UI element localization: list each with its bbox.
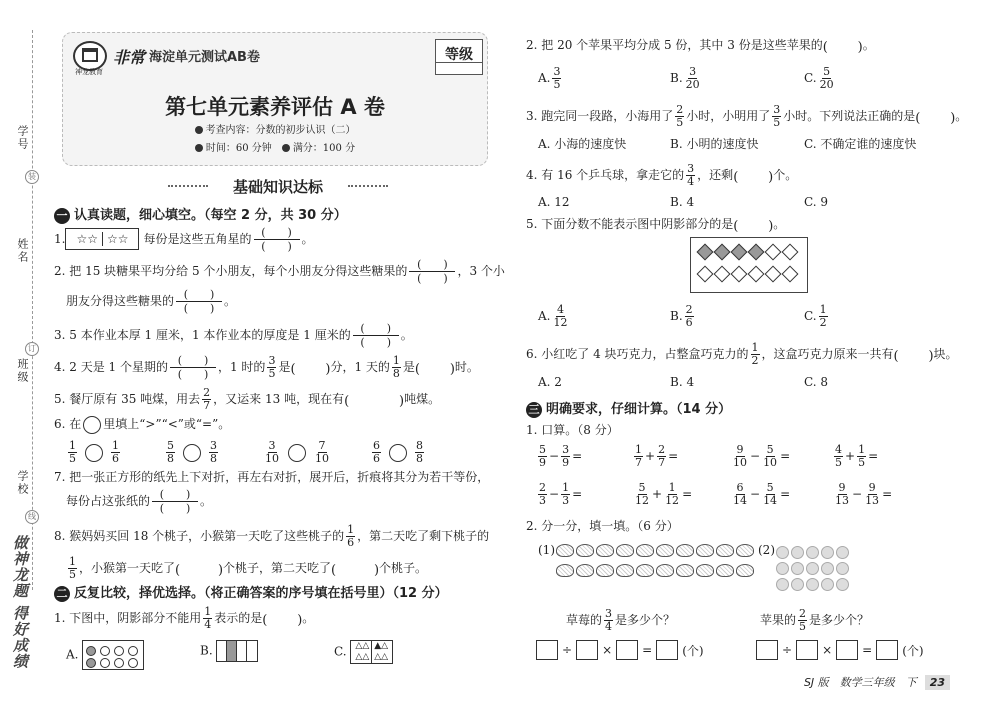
exam-content: 考查内容：分数的初步认识（二） <box>63 121 487 136</box>
question-1-5: 5. 餐厅原有 35 吨煤，用去 $\frac{2}{7}$ ，又运来 13 吨，现在有( ) 吨煤。 <box>54 387 440 412</box>
question-1-6: 6. 在 里填上“>”“<”或“=”。 <box>54 414 230 434</box>
compare-circle-input[interactable] <box>85 444 103 462</box>
question-2-6: 6. 小红吃了 4 块巧克力，占整盒巧克力的 $\frac{1}{2}$ ，这盒巧克力原来一共有( ) 块。 <box>526 342 958 367</box>
name-label: 姓名 <box>16 238 29 264</box>
option-2-5-a[interactable]: A. $\frac{4}{12}$ <box>538 303 568 329</box>
series-name: 海淀单元测试AB卷 <box>149 50 260 65</box>
answer-box[interactable] <box>656 640 678 660</box>
problem-1-question: 草莓的 $\frac{3}{4}$ 是多少个？ <box>566 607 676 633</box>
answer-fraction-blank[interactable]: ( ) ( ) <box>353 322 399 349</box>
calc-2-2: $\frac{5}{12}$ + $\frac{1}{12}$ = <box>635 481 693 507</box>
option-2-2-a[interactable]: A. $\frac{3}{5}$ <box>538 65 561 91</box>
question-1-1: 1. ☆☆ ☆☆ 每份是这些五角星的 ( ) ( ) 。 <box>54 226 314 253</box>
exam-meta: 时间：60 分钟 满分：100 分 <box>63 139 487 154</box>
answer-box[interactable] <box>576 640 598 660</box>
strawberry-icon <box>556 564 574 577</box>
strawberry-icon <box>636 544 654 557</box>
option-2-4-a[interactable]: A. 12 <box>538 195 570 209</box>
apple-icon <box>806 578 819 591</box>
apple-icon <box>776 546 789 559</box>
answer-blank[interactable] <box>733 215 773 235</box>
answer-box[interactable] <box>796 640 818 660</box>
question-1-7: 7. 把一张正方形的纸先上下对折，再左右对折，展开后，折痕将其分为若干等份， <box>54 470 490 484</box>
apples-row <box>776 578 849 591</box>
answer-blank[interactable] <box>915 107 955 127</box>
strawberries-row <box>556 564 754 577</box>
part1-heading: 一 认真读题，细心填空。（每空 2 分，共 30 分） <box>54 204 347 224</box>
question-1-3: 3. 5 本作业本厚 1 厘米，1 本作业本的厚度是 1 厘米的 ( ) ( ) 。 <box>54 322 413 349</box>
calc-2-1: $\frac{2}{3}$ − $\frac{1}{3}$ = <box>539 481 583 507</box>
student-id-label: 学号 <box>16 125 29 151</box>
part3-heading: 三 明确要求，仔细计算。（14 分） <box>526 398 731 418</box>
answer-blank[interactable] <box>415 358 455 378</box>
option-2-4-c[interactable]: C. 9 <box>804 195 829 209</box>
problem-2-equation: ÷ × = (个) <box>756 640 924 660</box>
answer-box[interactable] <box>876 640 898 660</box>
strawberry-icon <box>696 544 714 557</box>
question-1-2-cont: 朋友分得这些糖果的 ( ) ( ) 。 <box>66 288 237 315</box>
class-label: 班级 <box>16 358 29 384</box>
strawberry-icon <box>676 564 694 577</box>
option-2-2-c[interactable]: C. $\frac{5}{20}$ <box>804 65 834 91</box>
stars-figure: ☆☆ ☆☆ <box>65 228 139 250</box>
logo-caption: 神龙教育 <box>75 68 103 76</box>
compare-pair-4: $\frac{6}{6}$ $\frac{8}{8}$ <box>373 439 423 465</box>
strawberries-row <box>556 544 754 557</box>
answer-fraction-blank[interactable]: ( ) ( ) <box>409 258 455 285</box>
option-2-6-c[interactable]: C. 8 <box>804 375 829 389</box>
apple-icon <box>836 578 849 591</box>
compare-circle-input[interactable] <box>389 444 407 462</box>
slogan: 做神龙题 得好成绩 <box>11 535 29 670</box>
strawberry-icon <box>636 564 654 577</box>
option-2-6-b[interactable]: B. 4 <box>670 375 695 389</box>
section-banner: 基础知识达标 <box>168 176 388 197</box>
answer-blank[interactable] <box>823 36 863 56</box>
question-2-3: 3. 跑完同一段路，小海用了 $\frac{2}{5}$ 小时，小明用了 $\frac{3}{5}$ 小时。下列说法正确的是( ) 。 <box>526 104 967 129</box>
clock-icon <box>195 144 203 152</box>
apple-icon <box>791 562 804 575</box>
question-1-4: 4. 2 天是 1 个星期的 ( ) ( ) ，1 时的 $\frac{3}{5}$ 是( ) 分，1 天的 $\frac{1}{8}$ 是( ) 时。 <box>54 354 479 381</box>
answer-fraction-blank[interactable]: ( ) ( ) <box>170 354 216 381</box>
option-2-3-a[interactable]: A. 小海的速度快 <box>538 137 627 151</box>
answer-blank[interactable] <box>175 559 223 579</box>
answer-blank[interactable] <box>733 166 773 186</box>
triangles-figure: △△ △△ ▲△ △△ <box>350 640 393 664</box>
binding-hole-icon: 装 <box>25 170 39 184</box>
calc-2-3: $\frac{6}{14}$ − $\frac{5}{14}$ = <box>733 481 791 507</box>
strawberry-icon <box>676 544 694 557</box>
option-2-6-a[interactable]: A. 2 <box>538 375 562 389</box>
binding-cut-line <box>32 30 33 590</box>
strawberry-icon <box>556 544 574 557</box>
part2-heading: 二 反复比较，择优选择。（将正确答案的序号填在括号里）（12 分） <box>54 582 448 602</box>
compare-pair-1: $\frac{1}{5}$ $\frac{1}{6}$ <box>69 439 119 465</box>
answer-fraction-blank[interactable]: ( ) ( ) <box>176 288 222 315</box>
strawberry-icon <box>576 544 594 557</box>
apple-icon <box>806 562 819 575</box>
binding-hole-icon: 订 <box>25 342 39 356</box>
strawberry-icon <box>576 564 594 577</box>
apple-icon <box>821 546 834 559</box>
question-1-2: 2. 把 15 块糖果平均分给 5 个小朋友，每个小朋友分得这些糖果的 ( ) ( ) ，3 个小 <box>54 258 505 285</box>
apple-icon <box>776 562 789 575</box>
diamonds-figure <box>690 237 808 293</box>
strawberry-icon <box>656 544 674 557</box>
divide-fill-heading: 2. 分一分，填一填。（6 分） <box>526 519 679 533</box>
strawberry-icon <box>616 564 634 577</box>
answer-box[interactable] <box>536 640 558 660</box>
page-number: 23 <box>925 675 950 690</box>
apple-icon <box>791 546 804 559</box>
exam-header <box>62 32 488 166</box>
compare-pair-3: $\frac{3}{10}$ $\frac{7}{10}$ <box>265 439 329 465</box>
calc-1-4: $\frac{4}{5}$ + $\frac{1}{5}$ = <box>835 443 879 469</box>
compare-circle-input[interactable] <box>183 444 201 462</box>
option-2-3-c[interactable]: C. 不确定谁的速度快 <box>804 137 917 151</box>
problem-1-label: (1) <box>538 543 555 557</box>
compare-circle-icon <box>83 416 101 434</box>
option-2-5-b[interactable]: B. $\frac{2}{6}$ <box>670 303 693 329</box>
strawberry-icon <box>696 564 714 577</box>
strawberry-icon <box>596 564 614 577</box>
grade-label: 等级 <box>445 47 473 63</box>
question-2-4: 4. 有 16 个乒乓球，拿走它的 $\frac{3}{4}$ ，还剩( ) 个。 <box>526 163 797 188</box>
answer-fraction-blank[interactable]: ( ) ( ) <box>254 226 300 253</box>
question-1-8-cont: $\frac{1}{5}$ ，小猴第一天吃了( ) 个桃子，第二天吃了( ) 个桃子。 <box>66 556 427 581</box>
calc-1-3: $\frac{9}{10}$ − $\frac{5}{10}$ = <box>733 443 791 469</box>
calc-1-2: $\frac{1}{7}$ + $\frac{2}{7}$ = <box>635 443 679 469</box>
oral-calc-heading: 1. 口算。（8 分） <box>526 423 619 437</box>
problem-2-label: (2) <box>758 543 775 557</box>
question-1-7-cont: 每份占这张纸的 ( ) ( ) 。 <box>66 488 213 515</box>
answer-box[interactable] <box>836 640 858 660</box>
strawberry-icon <box>716 564 734 577</box>
page-footer: SJ 版 数学三年级 下 23 <box>804 674 950 690</box>
answer-blank[interactable] <box>331 559 379 579</box>
apples-row <box>776 562 849 575</box>
option-2-2-b[interactable]: B. $\frac{3}{20}$ <box>670 65 700 91</box>
calc-2-4: $\frac{9}{13}$ − $\frac{9}{13}$ = <box>835 481 893 507</box>
option-2-5-c[interactable]: C. $\frac{1}{2}$ <box>804 303 827 329</box>
apple-icon <box>836 546 849 559</box>
option-2-1-b[interactable]: B. <box>200 640 258 662</box>
answer-box[interactable] <box>756 640 778 660</box>
apple-icon <box>776 578 789 591</box>
strawberry-icon <box>656 564 674 577</box>
option-2-3-b[interactable]: B. 小明的速度快 <box>670 137 759 151</box>
strawberry-icon <box>736 544 754 557</box>
answer-fraction-blank[interactable]: ( ) ( ) <box>152 488 198 515</box>
problem-2-question: 苹果的 $\frac{2}{5}$ 是多少个？ <box>760 607 870 633</box>
problem-1-equation: ÷ × = (个) <box>536 640 704 660</box>
school-label: 学校 <box>16 470 29 496</box>
grade-box <box>435 39 483 75</box>
answer-box[interactable] <box>616 640 638 660</box>
apple-icon <box>836 562 849 575</box>
answer-blank[interactable] <box>290 358 330 378</box>
compare-pair-2: $\frac{5}{8}$ $\frac{3}{8}$ <box>167 439 217 465</box>
brand-name: 非常 <box>113 48 146 67</box>
question-1-8: 8. 猴妈妈买回 18 个桃子，小猴第一天吃了这些桃子的 $\frac{1}{6}$ ，第二天吃了剩下桃子的 <box>54 523 490 549</box>
strawberry-icon <box>736 564 754 577</box>
answer-blank[interactable] <box>262 609 302 629</box>
calc-1-1: $\frac{5}{9}$ − $\frac{3}{9}$ = <box>539 443 583 469</box>
answer-blank[interactable] <box>894 345 934 365</box>
apple-icon <box>821 578 834 591</box>
option-2-4-b[interactable]: B. 4 <box>670 195 695 209</box>
question-2-5: 5. 下面分数不能表示图中阴影部分的是( ) 。 <box>526 214 785 235</box>
apple-icon <box>791 578 804 591</box>
binding-strip <box>6 30 46 720</box>
apples-row <box>776 546 849 559</box>
answer-blank[interactable] <box>344 390 404 410</box>
option-2-1-a[interactable]: A. <box>66 640 144 670</box>
option-2-1-c[interactable]: C. △△ △△ ▲△ △△ <box>334 640 393 664</box>
apple-icon <box>806 546 819 559</box>
circles-grid-figure <box>82 640 144 670</box>
page-title: 第七单元素养评估 A 卷 <box>165 95 385 119</box>
apple-icon <box>821 562 834 575</box>
binding-hole-icon: 线 <box>25 510 39 524</box>
score-icon <box>282 144 290 152</box>
question-2-1: 1. 下图中，阴影部分不能用 $\frac{1}{4}$ 表示的是( ) 。 <box>54 606 314 631</box>
strawberry-icon <box>716 544 734 557</box>
strawberry-icon <box>596 544 614 557</box>
strawberry-icon <box>616 544 634 557</box>
question-2-2: 2. 把 20 个苹果平均分成 5 份，其中 3 份是这些苹果的( ) 。 <box>526 35 875 56</box>
bars-figure <box>216 640 258 662</box>
search-icon <box>195 126 203 134</box>
compare-circle-input[interactable] <box>288 444 306 462</box>
